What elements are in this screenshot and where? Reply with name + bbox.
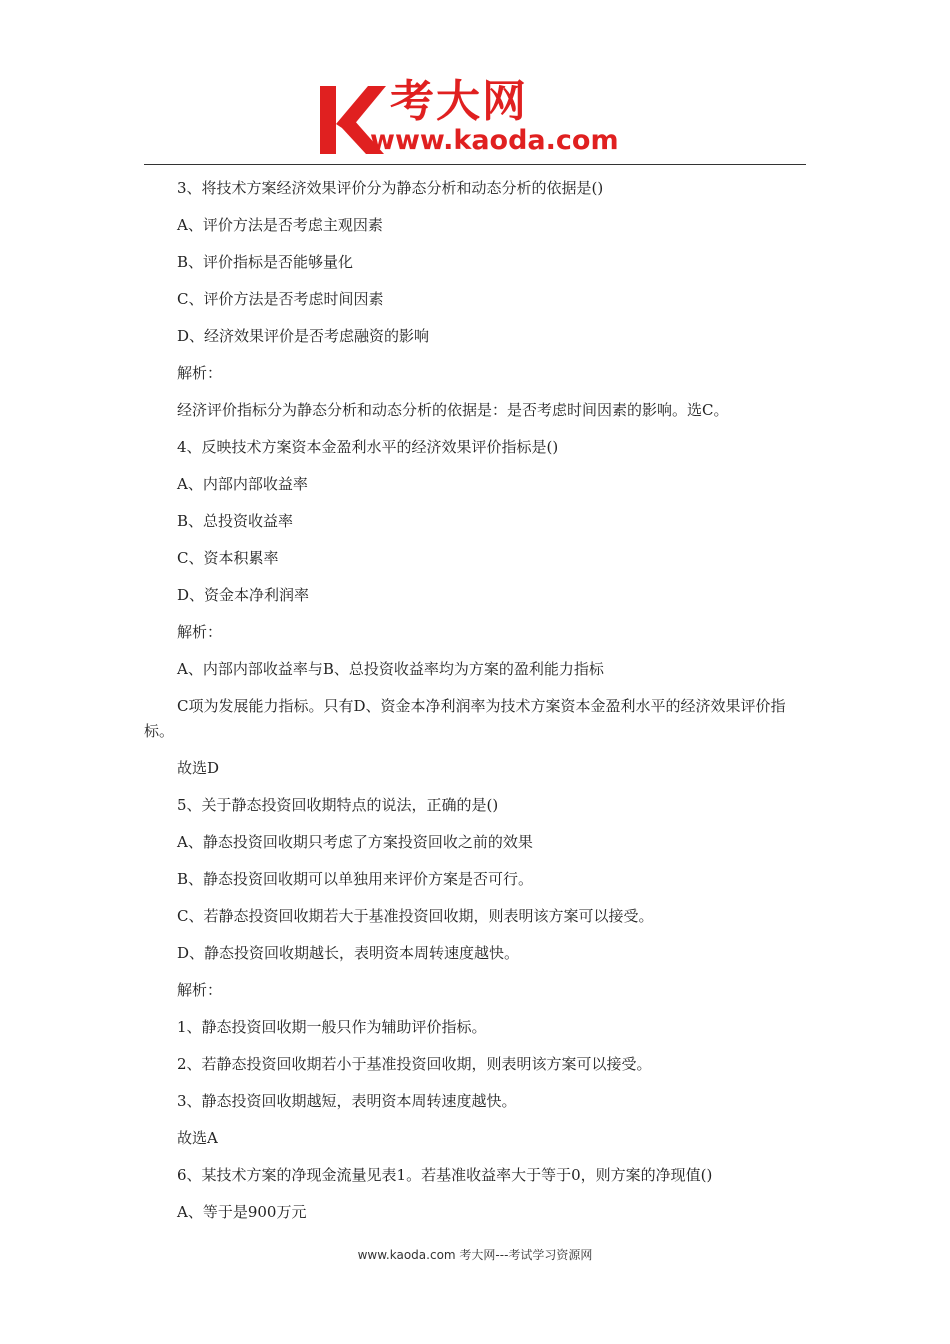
paragraph: C、若静态投资回收期若大于基准投资回收期，则表明该方案可以接受。 [177, 907, 654, 925]
paragraph: A、评价方法是否考虑主观因素 [177, 216, 383, 234]
paragraph: 4、反映技术方案资本金盈利水平的经济效果评价指标是() [177, 438, 559, 456]
paragraph: 故选D [177, 759, 220, 777]
paragraph: 2、若静态投资回收期若小于基准投资回收期，则表明该方案可以接受。 [177, 1055, 652, 1073]
paragraph: 解析： [177, 981, 223, 999]
paragraph: 1、静态投资回收期一般只作为辅助评价指标。 [177, 1018, 487, 1036]
paragraph: 故选A [177, 1129, 218, 1147]
paragraph: D、资金本净利润率 [177, 586, 310, 604]
paragraph: B、总投资收益率 [177, 512, 294, 530]
logo-chinese-text: 考大网 [390, 76, 528, 127]
header-divider [144, 164, 806, 165]
paragraph: 3、将技术方案经济效果评价分为静态分析和动态分析的依据是() [177, 179, 604, 197]
paragraph: C、评价方法是否考虑时间因素 [177, 290, 384, 308]
paragraph: D、经济效果评价是否考虑融资的影响 [177, 327, 430, 345]
paragraph: B、评价指标是否能够量化 [177, 253, 354, 271]
paragraph: D、静态投资回收期越长，表明资本周转速度越快。 [177, 944, 520, 962]
paragraph: A、静态投资回收期只考虑了方案投资回收之前的效果 [177, 833, 533, 851]
paragraph: C项为发展能力指标。只有D、资金本净利润率为技术方案资本金盈利水平的经济效果评价指标。 [144, 697, 786, 740]
paragraph: 解析： [177, 623, 223, 641]
paragraph: A、内部内部收益率 [177, 475, 308, 493]
logo-url-text: www.kaoda.com [370, 125, 619, 156]
paragraph: B、静态投资回收期可以单独用来评价方案是否可行。 [177, 870, 534, 888]
paragraph: 5、关于静态投资回收期特点的说法，正确的是() [177, 796, 499, 814]
document-body [144, 176, 806, 1237]
paragraph: 3、静态投资回收期越短，表明资本周转速度越快。 [177, 1092, 517, 1110]
paragraph: 6、某技术方案的净现金流量见表1。若基准收益率大于等于0，则方案的净现值() [177, 1166, 713, 1184]
paragraph: 解析： [177, 364, 223, 382]
page-footer: www.kaoda.com 考大网---考试学习资源网 [357, 1248, 593, 1262]
paragraph: A、等于是900万元 [177, 1203, 307, 1221]
paragraph: C、资本积累率 [177, 549, 279, 567]
kaoda-logo [318, 76, 648, 162]
paragraph: 经济评价指标分为静态分析和动态分析的依据是：是否考虑时间因素的影响。选C。 [177, 401, 729, 419]
paragraph: A、内部内部收益率与B、总投资收益率均为方案的盈利能力指标 [177, 660, 604, 678]
